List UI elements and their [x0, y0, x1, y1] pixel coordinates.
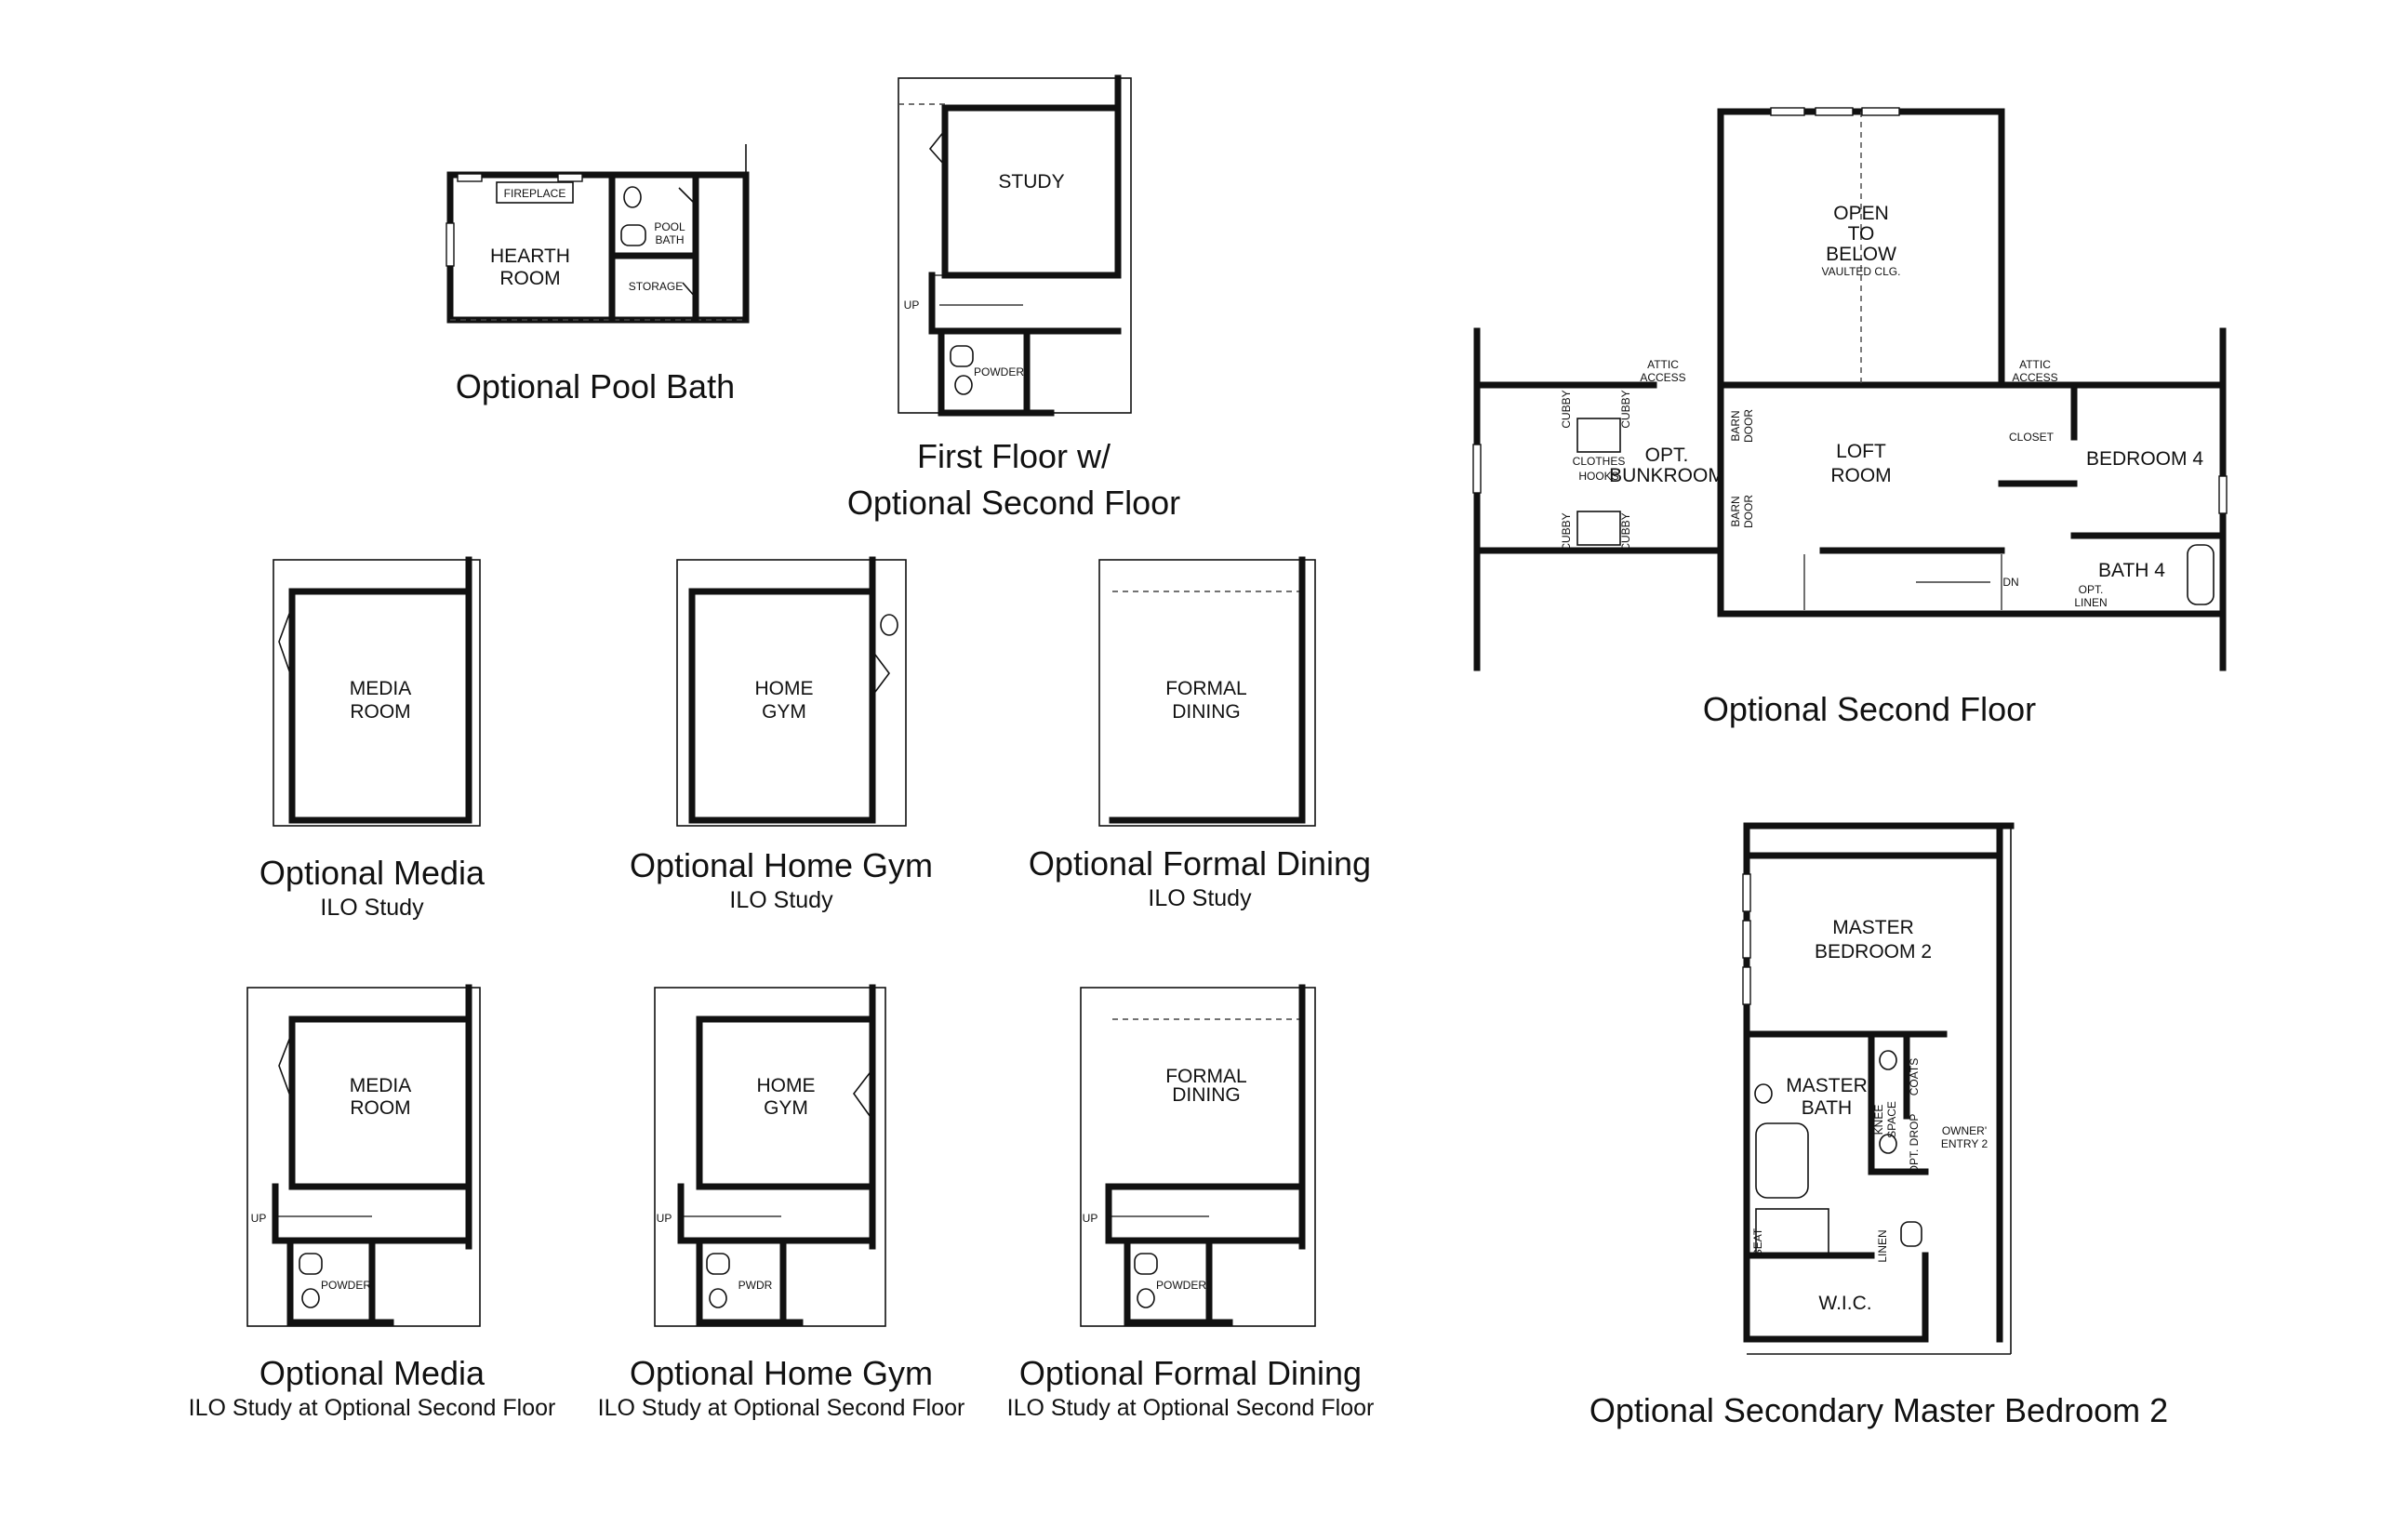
study-label: STUDY: [998, 171, 1065, 192]
storage-label: STORAGE: [628, 280, 684, 293]
attic-access-label-1: ATTIC: [1647, 358, 1679, 371]
caption-gym-2-sub: ILO Study at Optional Second Floor: [597, 1395, 965, 1421]
sink-icon: [302, 1289, 319, 1308]
plan-media: [273, 560, 480, 826]
media-room-label-2: ROOM: [350, 701, 411, 723]
seat-label: SEAT: [1751, 1228, 1764, 1257]
master-bedroom-label-2: BEDROOM 2: [1814, 941, 1933, 962]
loft-room-label-1: LOFT: [1836, 441, 1886, 462]
caption-media-sub: ILO Study: [320, 895, 424, 921]
open-to-below-label-1: OPEN: [1833, 203, 1889, 224]
caption-dining: Optional Formal Dining: [1028, 844, 1372, 883]
home-gym-label-3: HOME: [756, 1075, 816, 1096]
sink-icon: [1137, 1289, 1154, 1308]
plan-formal-dining: [1099, 560, 1315, 826]
fireplace-label: FIREPLACE: [503, 187, 566, 200]
cubby-label-4: CUBBY: [1619, 512, 1632, 551]
plan-second-floor: [1473, 108, 2227, 668]
attic-access-label-4: ACCESS: [2012, 371, 2058, 384]
stairs-icon: [932, 275, 1118, 331]
formal-dining-label-3: FORMAL: [1165, 1066, 1247, 1087]
coats-label: COATS: [1908, 1057, 1921, 1096]
pool-bath-label-1: POOL: [654, 220, 685, 233]
up-label-4: UP: [1082, 1212, 1098, 1225]
attic-access-label-2: ACCESS: [1640, 371, 1686, 384]
caption-pool-bath: Optional Pool Bath: [455, 367, 736, 405]
bunkroom-label-1: OPT.: [1644, 445, 1689, 466]
open-to-below-label-2: TO: [1847, 223, 1875, 245]
toilet-icon: [1135, 1254, 1157, 1274]
opt-linen-label-2: LINEN: [2074, 596, 2108, 609]
caption-gym-sub: ILO Study: [729, 887, 833, 913]
caption-media-2: Optional Media: [259, 1354, 486, 1392]
bath4-label: BATH 4: [2098, 560, 2165, 581]
toilet-icon: [1901, 1222, 1922, 1246]
home-gym-label-4: GYM: [764, 1097, 808, 1119]
plan-media-second-floor: [247, 988, 480, 1326]
linen-label: LINEN: [1876, 1229, 1889, 1263]
wic-label: W.I.C.: [1818, 1293, 1872, 1314]
plan-master-bedroom-2: [1743, 826, 2011, 1354]
caption-dining-sub: ILO Study: [1148, 885, 1252, 911]
caption-gym: Optional Home Gym: [629, 846, 934, 884]
cubby-label-2: CUBBY: [1619, 390, 1632, 429]
opt-linen-label-1: OPT.: [2078, 583, 2104, 596]
plan-gym-second-floor: [655, 988, 885, 1326]
pwdr-label: PWDR: [738, 1279, 773, 1292]
plan-home-gym: [677, 560, 906, 826]
formal-dining-label-4: DINING: [1172, 1084, 1241, 1106]
cubby-label-1: CUBBY: [1560, 390, 1573, 429]
knee-space-label-2: SPACE: [1885, 1101, 1898, 1138]
toilet-icon: [621, 225, 645, 246]
bathtub-icon: [2188, 545, 2214, 604]
plan-dining-second-floor: [1081, 988, 1315, 1326]
bedroom4-label: BEDROOM 4: [2085, 448, 2204, 470]
barn-door-label-3: BARN: [1729, 496, 1742, 527]
media-room-label-4: ROOM: [350, 1097, 411, 1119]
cubby-label-3: CUBBY: [1560, 512, 1573, 551]
bathtub-icon: [1756, 1123, 1808, 1198]
pool-bath-label-2: BATH: [655, 233, 685, 246]
toilet-icon: [951, 346, 973, 366]
bunkroom-label-2: BUNKROOM: [1609, 465, 1724, 486]
caption-second-floor: Optional Second Floor: [1702, 690, 2037, 728]
formal-dining-label-2: DINING: [1172, 701, 1241, 723]
closet-label: CLOSET: [2008, 431, 2055, 444]
toilet-icon: [299, 1254, 322, 1274]
caption-first-floor-line1: First Floor w/: [916, 437, 1111, 475]
sink-icon: [1755, 1084, 1772, 1103]
hearth-room-label-2: ROOM: [499, 268, 561, 289]
caption-dining-2: Optional Formal Dining: [1018, 1354, 1363, 1392]
hearth-room-label-1: HEARTH: [490, 246, 570, 267]
stairs-icon: [1804, 554, 2002, 610]
formal-dining-label-1: FORMAL: [1165, 678, 1247, 699]
loft-room-label-2: ROOM: [1830, 465, 1892, 486]
sink-icon: [881, 615, 898, 635]
up-label-2: UP: [250, 1212, 267, 1225]
media-room-label-3: MEDIA: [349, 1075, 412, 1096]
plan-pool-bath: [446, 144, 746, 320]
opt-drop-label: OPT. DROP: [1908, 1113, 1921, 1175]
vaulted-label: VAULTED CLG.: [1821, 265, 1901, 278]
home-gym-label-2: GYM: [762, 701, 806, 723]
shower-icon: [1756, 1209, 1829, 1255]
open-to-below-label-3: BELOW: [1826, 244, 1896, 265]
caption-media: Optional Media: [259, 854, 486, 892]
sink-icon: [624, 187, 641, 207]
home-gym-label-1: HOME: [754, 678, 814, 699]
caption-first-floor-line2: Optional Second Floor: [846, 484, 1181, 522]
master-bath-label-1: MASTER: [1786, 1075, 1868, 1096]
up-label-3: UP: [656, 1212, 672, 1225]
clothes-hooks-label-2: HOOKS: [1578, 470, 1619, 483]
caption-master-bedroom-2: Optional Secondary Master Bedroom 2: [1589, 1391, 2169, 1429]
toilet-icon: [707, 1254, 729, 1274]
plan-first-floor: [898, 78, 1131, 413]
sink-icon: [955, 376, 972, 394]
powder-label-2: POWDER: [321, 1279, 371, 1292]
attic-access-label-3: ATTIC: [2019, 358, 2051, 371]
barn-door-label-2: DOOR: [1742, 409, 1755, 443]
caption-media-2-sub: ILO Study at Optional Second Floor: [188, 1395, 556, 1421]
master-bath-label-2: BATH: [1801, 1097, 1853, 1119]
caption-gym-2: Optional Home Gym: [629, 1354, 934, 1392]
barn-door-label-4: DOOR: [1742, 495, 1755, 528]
owner-entry-label-2: ENTRY 2: [1940, 1137, 1989, 1150]
dn-label: DN: [2002, 576, 2019, 589]
owner-entry-label-1: OWNER': [1941, 1124, 1988, 1137]
sink-icon: [1880, 1051, 1896, 1069]
media-room-label-1: MEDIA: [349, 678, 412, 699]
powder-label-3: POWDER: [1156, 1279, 1206, 1292]
clothes-hooks-label-1: CLOTHES: [1572, 455, 1626, 468]
knee-space-label-1: KNEE: [1872, 1104, 1885, 1135]
sink-icon: [710, 1289, 726, 1308]
up-label: UP: [903, 299, 920, 312]
barn-door-label-1: BARN: [1729, 410, 1742, 442]
powder-label: POWDER: [974, 365, 1024, 378]
master-bedroom-label-1: MASTER: [1832, 917, 1914, 938]
caption-dining-2-sub: ILO Study at Optional Second Floor: [1006, 1395, 1375, 1421]
